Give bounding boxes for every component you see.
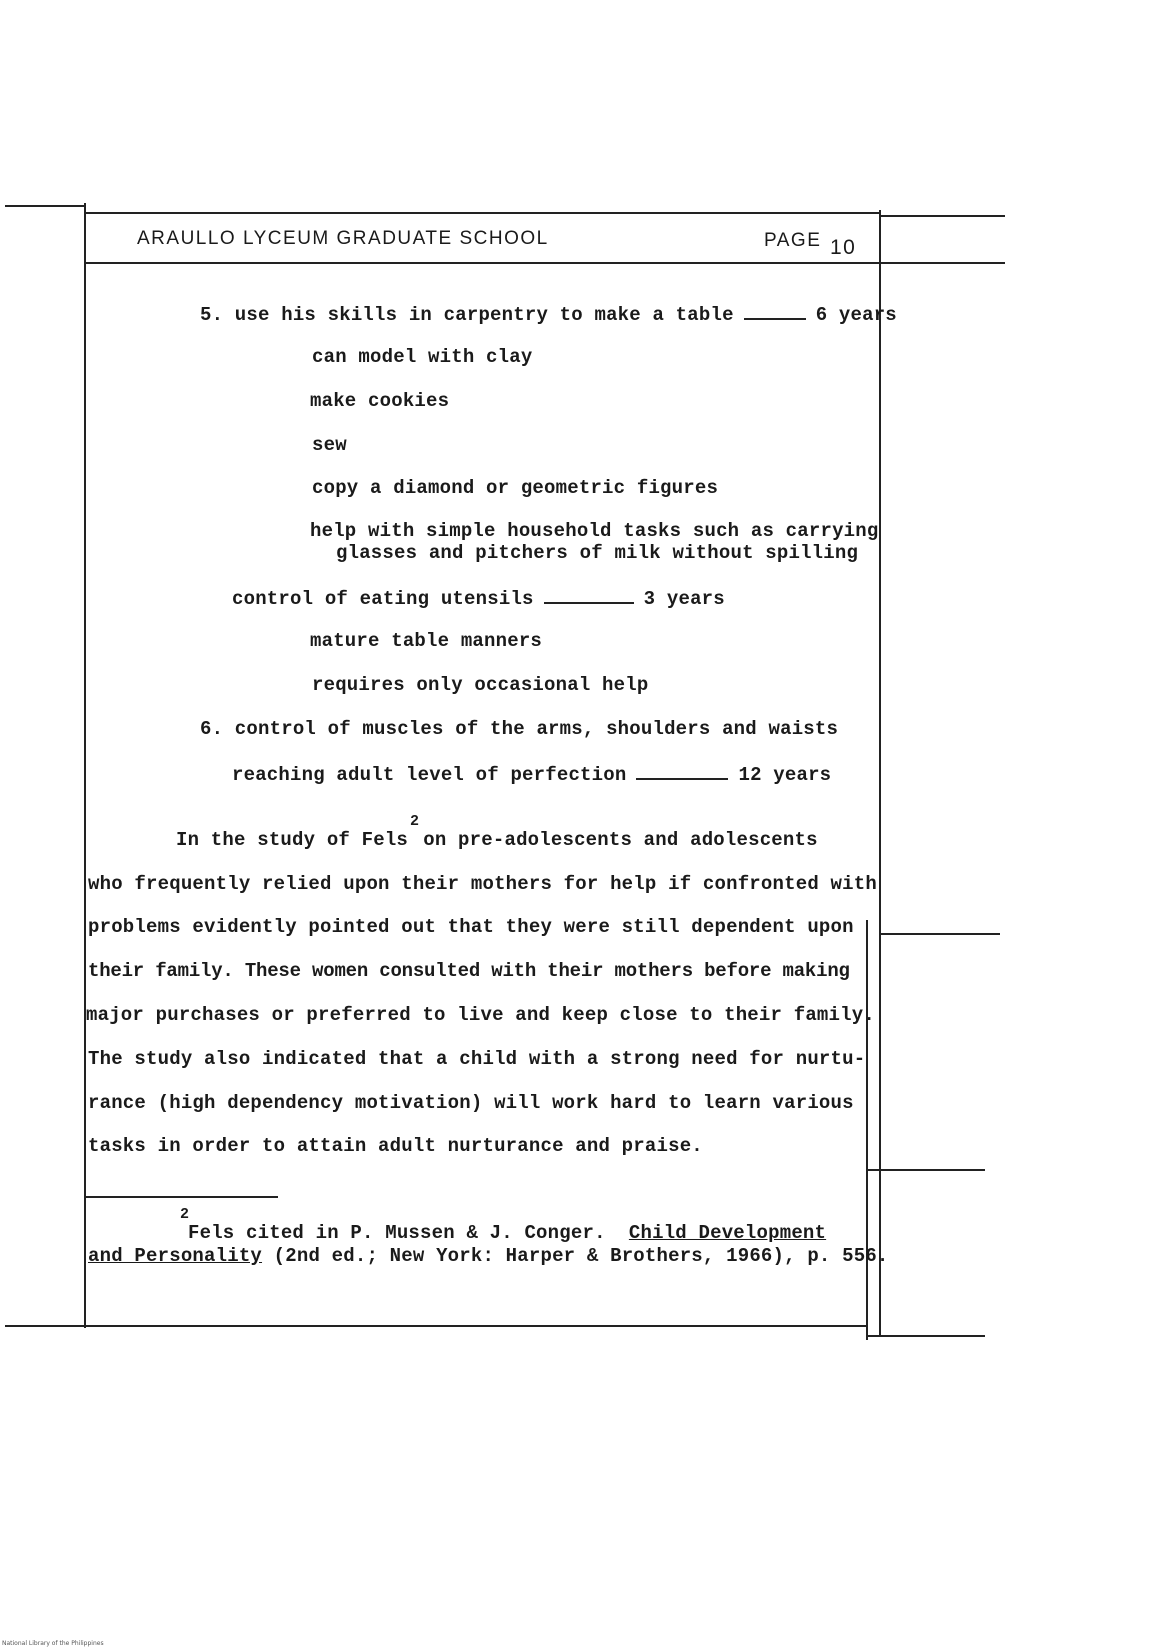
frame-bottom-left <box>5 1325 867 1327</box>
footnote-publisher: (2nd ed.; New York: Harper & Brothers, 1966), p. 556. <box>273 1245 889 1267</box>
footnote-line-2 <box>88 1245 889 1267</box>
item-6-line-1: 6. control of muscles of the arms, shoulders and waists <box>200 718 839 740</box>
para-line-4: their family. These women consulted with their mothers before making <box>88 960 850 982</box>
frame-top-left <box>5 205 85 207</box>
control-utensils-age: 3 years <box>643 588 725 610</box>
frame-mid-right-2 <box>868 1169 985 1171</box>
page-number: 10 <box>830 236 857 259</box>
frame-left <box>84 203 86 1328</box>
frame-header-rule <box>85 262 1005 264</box>
sub-item-occasional-help: requires only occasional help <box>312 674 649 696</box>
school-name: ARAULLO LYCEUM GRADUATE SCHOOL <box>137 228 549 249</box>
control-utensils <box>232 586 725 610</box>
item-6-text: reaching adult level of perfection <box>232 764 627 786</box>
frame-top <box>85 212 880 214</box>
para-line-6: The study also indicated that a child with a strong need for nurtu- <box>88 1048 866 1070</box>
footnote-rule <box>86 1196 278 1198</box>
footnote-book-title-2: and Personality <box>88 1245 263 1267</box>
item-5-text: 5. use his skills in carpentry to make a table <box>200 304 734 326</box>
para-line-2: who frequently relied upon their mothers for help if confronted with <box>88 873 877 895</box>
frame-right <box>879 210 881 1335</box>
footnote-citation: Fels cited in P. Mussen & J. Conger. <box>188 1222 606 1244</box>
footnote-line-1 <box>188 1222 826 1244</box>
para-footnote-ref: 2 <box>410 813 420 830</box>
frame-bottom-right <box>867 1335 985 1337</box>
item-6-blank <box>636 762 728 780</box>
sub-item-household-2: glasses and pitchers of milk without spilling <box>336 542 859 564</box>
sub-item-diamond: copy a diamond or geometric figures <box>312 477 719 499</box>
para-line-1-b: on pre-adolescents and adolescents <box>423 829 818 851</box>
item-6-age: 12 years <box>738 764 832 786</box>
sub-item-cookies: make cookies <box>310 390 450 412</box>
frame-right-inner <box>866 920 868 1340</box>
control-utensils-blank <box>544 586 634 604</box>
para-line-1-a: In the study of Fels <box>176 829 409 851</box>
control-utensils-text: control of eating utensils <box>232 588 534 610</box>
frame-top-right <box>880 215 1005 217</box>
bottom-credit: National Library of the Philippines <box>2 1640 104 1647</box>
para-line-5: major purchases or preferred to live and keep close to their family. <box>86 1004 875 1026</box>
sub-item-sew: sew <box>312 434 347 456</box>
footnote-number: 2 <box>180 1206 190 1223</box>
item-5-age: 6 years <box>815 304 897 326</box>
sub-item-clay: can model with clay <box>312 346 533 368</box>
para-line-8: tasks in order to attain adult nurturance and praise. <box>88 1135 703 1157</box>
para-line-3: problems evidently pointed out that they were still dependent upon <box>88 916 854 938</box>
para-line-7: rance (high dependency motivation) will work hard to learn various <box>88 1092 854 1114</box>
para-line-1 <box>176 813 818 851</box>
sub-item-household-1: help with simple household tasks such as carrying <box>310 520 879 542</box>
item-6-line-2 <box>232 762 831 786</box>
frame-mid-right-1 <box>880 933 1000 935</box>
page-label: PAGE <box>764 230 822 251</box>
footnote-book-title-1: Child Development <box>628 1222 827 1244</box>
sub-item-manners: mature table manners <box>310 630 543 652</box>
item-5-blank <box>744 302 806 320</box>
item-5 <box>200 302 897 326</box>
